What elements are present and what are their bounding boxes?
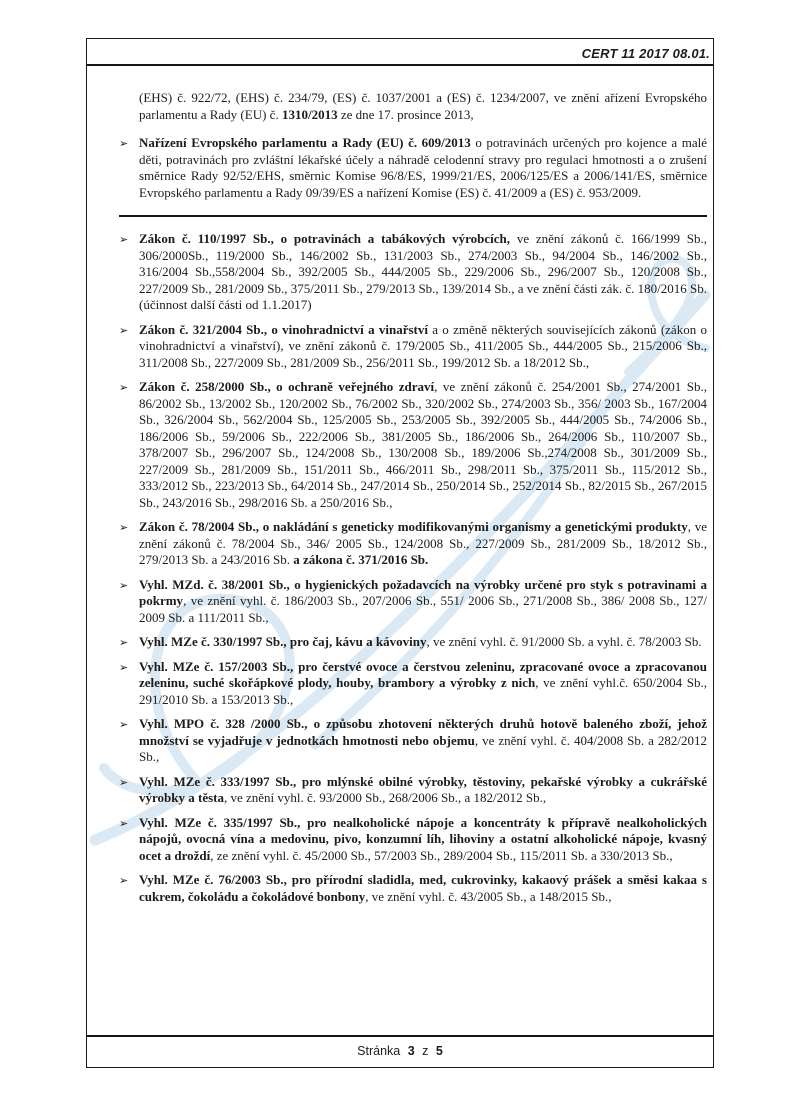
arrow-bullet-icon: ➢	[119, 660, 129, 674]
arrow-bullet-icon: ➢	[119, 233, 129, 246]
law-amendments-text: (EHS) č. 922/72, (EHS) č. 234/79, (ES) č. 1037/2001 a (ES) č. 1234/2007, ve znění ařízení Evropského parlamentu a Rady (EU) č.	[139, 90, 707, 122]
law-title-text: Nařízení Evropského parlamentu a Rady (EU) č. 609/2013	[139, 135, 471, 150]
law-amendments-text: , ve znění vyhl. č. 43/2005 Sb., a 148/2015 Sb.,	[365, 888, 612, 904]
law-list-item	[119, 231, 707, 314]
law-title-text: Vyhl. MZe č. 333/1997 Sb., pro mlýnské obilné výrobky, těstoviny, pekařské výrobky a cukrářské výrobky a těsta	[139, 773, 707, 805]
law-list	[119, 135, 707, 905]
law-title-text: Vyhl. MZe č. 335/1997 Sb., pro nealkoholické nápoje a koncentráty k přípravě nealkoholických nápojů, ovocná vína a medovinu, pivo, konzumní líh, lihoviny a ostatní alkoholické nápoje, kvasný ocet a droždí	[139, 814, 707, 863]
law-list-item	[119, 872, 707, 905]
arrow-bullet-icon: ➢	[119, 381, 129, 394]
document-content	[87, 66, 713, 1035]
law-amendments-text: , ve znění zákonů č. 254/2001 Sb., 274/2001 Sb., 86/2002 Sb., 13/2002 Sb., 120/2002 Sb., 76/2002 Sb., 320/2002 Sb., 274/2003 Sb., 356/ 2003 Sb., 167/2004 Sb., 326/2004 Sb., 562/2004 Sb., 125/2005 Sb., 253/2005 Sb., 392/2005 Sb., 444/2005 Sb., 74/2006 Sb., 186/2006 Sb., 59/2006 Sb., 222/2006 Sb., 381/2005 Sb., 186/2006 Sb., 264/2006 Sb., 110/2007 Sb., 378/2007 Sb., 296/2007 Sb., 124/2008 Sb., 130/2008 Sb., 189/2006 Sb.,274/2008 Sb., 301/2009 Sb., 227/2009 Sb., 281/2009 Sb., 151/2011 Sb., 466/2011 Sb., 298/2011 Sb., 375/2011 Sb., 115/2012 Sb., 333/2012 Sb., 223/2013 Sb., 64/2014 Sb., 247/2014 Sb., 250/2014 Sb., 252/2014 Sb., 82/2015 Sb., 267/2015 Sb., 243/2016 Sb., 298/2016 Sb. a 250/2016 Sb.,	[139, 379, 707, 510]
page-header	[87, 39, 713, 66]
law-amendments-text: , ve znění vyhl. č. 404/2008 Sb. a 282/2012 Sb.,	[139, 732, 707, 764]
law-list-item	[119, 577, 707, 627]
arrow-bullet-icon: ➢	[119, 718, 129, 731]
page-footer	[87, 1035, 713, 1067]
footer-of-label: z	[422, 1044, 429, 1058]
footer-page-number: 3	[407, 1044, 415, 1058]
law-title-text: Zákon č. 110/1997 Sb., o potravinách a tabákových výrobcích,	[139, 231, 511, 246]
law-amendments-text: , ve znění vyhl.č. 650/2004 Sb., 291/2010 Sb. a 153/2013 Sb.,	[139, 675, 707, 707]
law-list-item	[119, 659, 707, 709]
law-item-text	[139, 379, 707, 510]
law-title-text: Vyhl. MZe č. 330/1997 Sb., pro čaj, kávu a kávoviny	[139, 634, 427, 649]
law-amendments-text: , ve znění zákonů č. 78/2004 Sb., 346/ 2005 Sb., 124/2008 Sb., 227/2009 Sb., 281/2009 Sb., 18/2012 Sb., 279/2013 Sb. a 243/2016 Sb.	[139, 519, 707, 567]
footer-page-label: Stránka	[357, 1044, 401, 1058]
law-amendments-text: , ze znění vyhl. č. 45/2000 Sb., 57/2003 Sb., 289/2004 Sb., 115/2011 Sb. a 330/2013 Sb.,	[210, 847, 673, 863]
law-list-item	[119, 519, 707, 569]
law-title-text: a zákona č. 371/2016 Sb.	[293, 552, 429, 567]
law-list-item	[119, 322, 707, 372]
header-reference: CERT 11 2017 08.01.	[581, 46, 710, 61]
law-list-item	[119, 774, 707, 807]
law-title-text: Vyhl. MPO č. 328 /2000 Sb., o způsobu zhotovení některých druhů hotově baleného zboží, jehož množství se vyjadřuje v jednotkách hmotnosti nebo objemu	[139, 716, 707, 748]
law-item-text	[139, 322, 707, 370]
arrow-bullet-icon: ➢	[119, 775, 129, 789]
law-item-text	[139, 716, 707, 764]
law-item-text	[139, 577, 707, 625]
law-amendments-text: , ve znění vyhl. č. 93/2000 Sb., 268/2006 Sb., a 182/2012 Sb.,	[223, 790, 547, 805]
law-item-text	[139, 659, 707, 707]
intro-paragraph	[139, 90, 707, 123]
law-item-text	[139, 231, 707, 312]
arrow-bullet-icon: ➢	[119, 578, 129, 592]
arrow-bullet-icon: ➢	[119, 874, 129, 887]
law-amendments-text: ve znění zákonů č. 166/1999 Sb., 306/2000Sb., 119/2000 Sb., 146/2002 Sb., 131/2003 Sb., 274/2003 Sb., 94/2004 Sb., 146/2002 Sb., 316/2004 Sb.,558/2004 Sb., 392/2005 Sb., 444/2005 Sb., 229/2006 Sb., 296/2007 Sb., 120/2008 Sb., 227/2009 Sb., 281/2009 Sb., 375/2011 Sb., 279/2013 Sb., 139/2014 Sb., a ve znění části zák. č. 180/2016 Sb. (účinnost další části od 1.1.2017)	[139, 231, 707, 312]
law-list-item	[119, 634, 707, 651]
law-title-text: Vyhl. MZe č. 76/2003 Sb., pro přírodní sladidla, med, cukrovinky, kakaový prášek a směsi kakaa s cukrem, čokoládu a čokoládové bonbony	[139, 872, 707, 904]
law-title-text: Vyhl. MZd. č. 38/2001 Sb., o hygienických požadavcích na výrobky určené pro styk s potravinami a pokrmy	[139, 576, 707, 608]
law-amendments-text: , ve znění vyhl. č. 91/2000 Sb. a vyhl. č. 78/2003 Sb.	[426, 634, 702, 649]
law-amendments-text: a o změně některých souvisejících zákonů (zákon o vinohradnictví a vinařství), ve znění zákonů č. 179/2005 Sb., 411/2005 Sb., 444/2005 Sb., 215/2006 Sb., 311/2008 Sb., 227/2009 Sb., 281/2009 Sb., 256/2011 Sb., 199/2012 Sb. a 18/2012 Sb.,	[139, 321, 707, 370]
law-item-text	[139, 519, 707, 567]
arrow-bullet-icon: ➢	[119, 636, 129, 649]
law-amendments-text: , ve znění vyhl. č. 186/2003 Sb., 207/2006 Sb., 551/ 2006 Sb., 271/2008 Sb., 386/ 2008 Sb., 127/ 2009 Sb. a 111/2011 Sb.,	[139, 593, 707, 625]
arrow-bullet-icon: ➢	[119, 323, 129, 337]
law-title-text: Vyhl. MZe č. 157/2003 Sb., pro čerstvé ovoce a čerstvou zeleninu, zpracované ovoce a zpracovanou zeleninu, suché skořápkové plody, houby, brambory a výrobky z nich	[139, 658, 707, 690]
law-item-text	[139, 135, 707, 200]
arrow-bullet-icon: ➢	[119, 816, 129, 830]
law-title-text: Zákon č. 78/2004 Sb., o nakládání s geneticky modifikovanými organismy a genetickými produkty	[139, 519, 688, 534]
law-item-text	[139, 872, 707, 904]
law-item-text	[139, 815, 707, 863]
law-amendments-text: ze dne 17. prosince 2013,	[337, 106, 474, 122]
footer-total-pages: 5	[435, 1044, 443, 1058]
law-amendments-text: o potravinách určených pro kojence a malé děti, potravinách pro zvláštní lékařské účely a náhradě celodenní stravy pro regulaci hmotnosti a o zrušení směrnice Rady 92/52/EHS, směrnic Komise 96/8/ES, 1999/21/ES, 2006/125/ES a 2006/141/ES, směrnice Evropského parlamentu a Rady 09/39/ES a nařízení Komise (ES) č. 41/2009 a (ES) č. 953/2009.	[139, 135, 707, 200]
law-item-text	[139, 634, 702, 649]
arrow-bullet-icon: ➢	[119, 521, 129, 534]
law-title-text: 1310/2013	[281, 106, 338, 122]
law-list-item	[119, 135, 707, 201]
law-title-text: Zákon č. 258/2000 Sb., o ochraně veřejného zdraví	[139, 379, 435, 394]
page-frame	[86, 38, 714, 1068]
law-list-item	[119, 716, 707, 766]
law-list-item	[119, 815, 707, 865]
arrow-bullet-icon: ➢	[119, 137, 129, 150]
law-list-item	[119, 379, 707, 511]
law-item-text	[139, 774, 707, 806]
section-divider	[119, 215, 707, 217]
law-title-text: Zákon č. 321/2004 Sb., o vinohradnictví a vinařství	[139, 321, 428, 337]
